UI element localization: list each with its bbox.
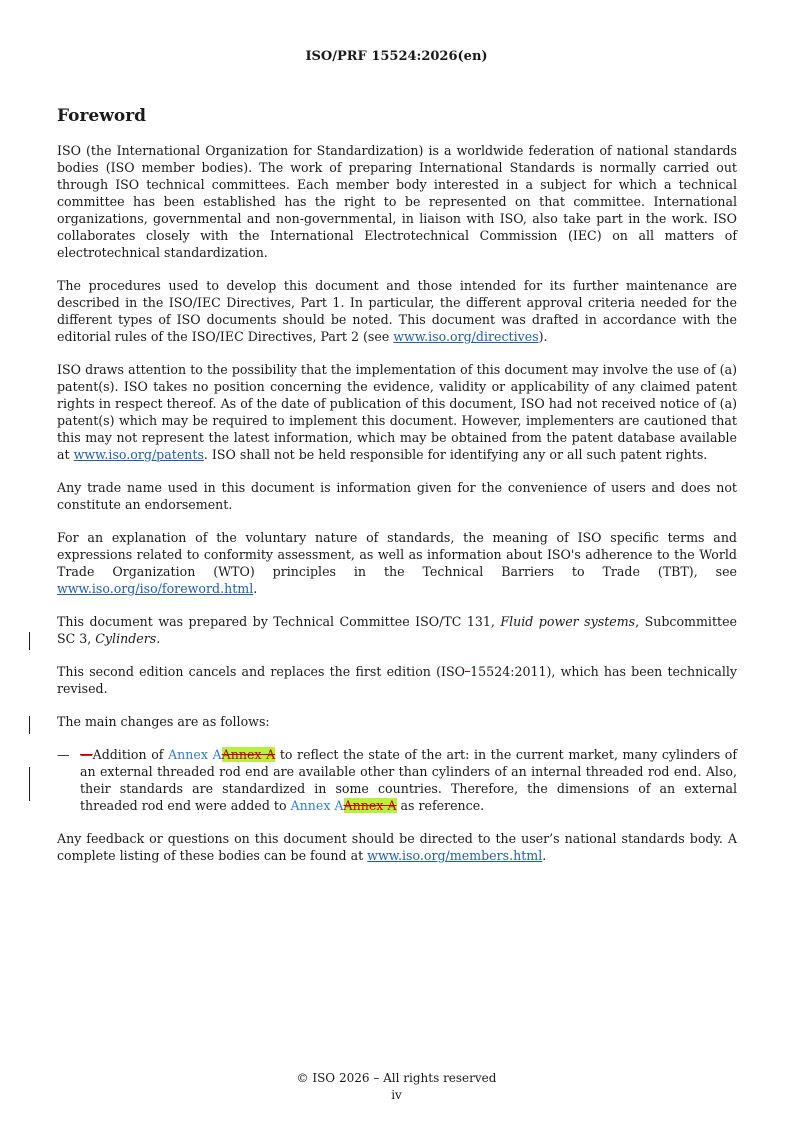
foreword-link[interactable]: www.iso.org/iso/foreword.html	[57, 581, 254, 596]
document-id-header: ISO/PRF 15524:2026(en)	[305, 49, 488, 64]
annex-a-reference[interactable]: Annex A	[290, 798, 344, 813]
paragraph-committee	[57, 613, 737, 647]
directives-link[interactable]: www.iso.org/directives	[393, 329, 539, 344]
deleted-dash: —	[80, 747, 93, 762]
paragraph-text: This second edition cancels and replaces the first edition (ISO	[57, 664, 465, 679]
paragraph-text: ISO draws attention to the possibility that the implementation of this document may involve the use of (a) patent(s). ISO takes no position concerning the evidence, validity or applicability of any claimed patent rights in respect thereof. As of the date of publication of this document, ISO had not received notice of (a) patent(s) which may be required to implement this document. However, implementers are cautioned that this may not represent the latest information, which may be obtained from the patent database available at	[57, 362, 737, 462]
paragraph-end: .	[253, 581, 258, 596]
paragraph-main-changes: The main changes are as follows:	[57, 714, 270, 729]
paragraph-end: . ISO shall not be held responsible for identifying any or all such patent rights.	[203, 447, 708, 462]
list-text: to reflect the state of the art: in the current market, many cylinders of an external threaded rod end are available other than cylinders of an internal threaded rod end. Also, their standards are standardized in some countries. Therefore, the dimensions of an external threaded rod end were added to	[80, 747, 737, 813]
paragraph-conformity	[57, 529, 737, 597]
copyright-footer: © ISO 2026 – All rights reserved	[296, 1071, 497, 1085]
list-dash: —	[57, 747, 70, 762]
page-title: Foreword	[57, 106, 147, 126]
annex-a-reference[interactable]: Annex A	[168, 747, 222, 762]
paragraph-end: .	[156, 631, 161, 646]
paragraph-procedures	[57, 277, 737, 345]
deleted-annex-reference: Annex A	[343, 798, 397, 813]
list-text: Addition of	[92, 747, 169, 762]
foreword-body	[57, 142, 737, 880]
committee-name: Fluid power systems	[500, 614, 636, 629]
paragraph-patents	[57, 361, 737, 463]
paragraph-text: The procedures used to develop this document and those intended for its further maintenance are described in the ISO/IEC Directives, Part 1. In particular, the different approval criteria needed for the different types of ISO documents should be noted. This document was drafted in accordance with the editorial rules of the ISO/IEC Directives, Part 2 (see	[57, 278, 737, 344]
change-bar	[29, 767, 30, 801]
paragraph-feedback	[57, 830, 737, 864]
list-item	[57, 746, 737, 814]
paragraph-mid: , Subcommittee SC 3,	[57, 614, 737, 646]
change-bar	[29, 716, 30, 734]
paragraph-iso-intro: ISO (the International Organization for Standardization) is a worldwide federation of national standards bodies (ISO member bodies). The work of preparing International Standards is normally carried out through ISO technical committees. Each member body interested in a subject for which a technical committee has been established has the right to be represented on that committee. International organizations, governmental and non-governmental, in liaison with ISO, also take part in the work. ISO collaborates closely with the International Electrotechnical Commission (IEC) on all matters of electrotechnical standardization.	[57, 143, 737, 260]
page-number: iv	[391, 1088, 402, 1102]
subcommittee-name: Cylinders	[95, 631, 157, 646]
paragraph-edition	[57, 663, 737, 697]
paragraph-text: Any feedback or questions on this document should be directed to the user’s national standards body. A complete listing of these bodies can be found at	[57, 831, 737, 863]
paragraph-end: 15524:2011), which has been technically revised.	[57, 664, 738, 696]
members-link[interactable]: www.iso.org/members.html	[367, 848, 543, 863]
list-text: as reference.	[396, 798, 485, 813]
paragraph-end: ).	[538, 329, 548, 344]
change-bar	[29, 632, 30, 650]
patents-link[interactable]: www.iso.org/patents	[73, 447, 204, 462]
paragraph-text: For an explanation of the voluntary nature of standards, the meaning of ISO specific terms and expressions related to conformity assessment, as well as information about ISO's adherence to the World Trade Organization (WTO) principles in the Technical Barriers to Trade (TBT), see	[57, 530, 737, 579]
deleted-annex-reference: Annex A	[221, 747, 276, 762]
paragraph-text: This document was prepared by Technical Committee ISO/TC 131,	[57, 614, 501, 629]
paragraph-end: .	[542, 848, 547, 863]
paragraph-trade-name: Any trade name used in this document is information given for the convenience of users and does not constitute an endorsement.	[57, 480, 737, 512]
